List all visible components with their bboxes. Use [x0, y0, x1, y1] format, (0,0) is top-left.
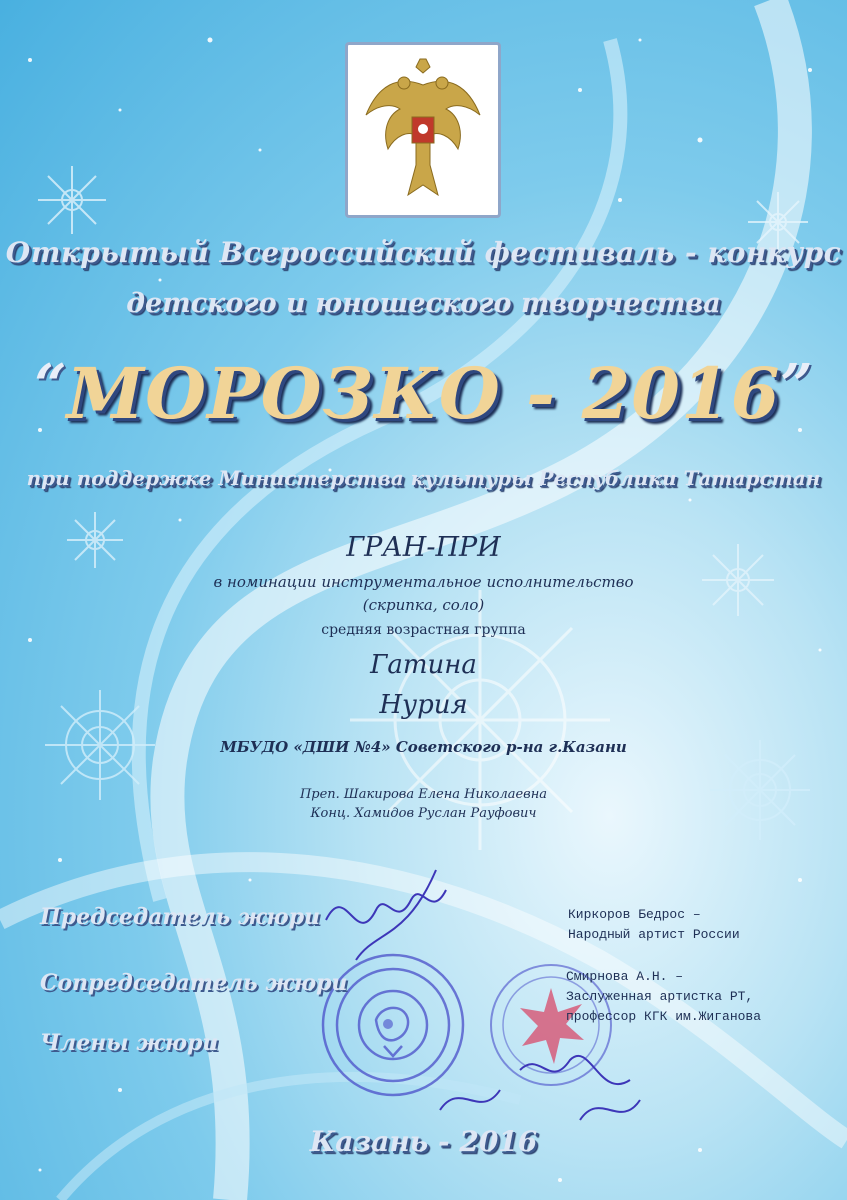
members-signature — [430, 1030, 650, 1140]
jury-cochair-label: Сопредседатель жюри — [40, 970, 348, 996]
chair-name: Киркоров Бедрос – — [568, 907, 701, 922]
support-line: при поддержке Министерства культуры Республики Татарстан — [26, 466, 821, 490]
double-headed-eagle-icon — [348, 45, 498, 215]
jury-chair-label: Председатель жюри — [40, 904, 321, 930]
place-year: Казань - 2016 — [309, 1125, 538, 1158]
jury-members-label: Члены жюри — [40, 1030, 219, 1056]
quote-close: ” — [780, 352, 813, 418]
teacher-name: Преп. Шакирова Елена Николаевна — [299, 787, 548, 802]
recipient-first-name: Нурия — [379, 690, 468, 720]
cochair-extra: профессор КГК им.Жиганова — [566, 1009, 762, 1024]
category-text: (скрипка, соло) — [362, 596, 485, 614]
festival-title-line1: Открытый Всероссийский фестиваль - конкурс — [5, 236, 842, 269]
accompanist-name: Конц. Хамидов Руслан Рауфович — [310, 806, 537, 821]
quote-open: “ — [34, 352, 67, 418]
festival-title-line2: детского и юношеского творчества — [126, 288, 721, 319]
coat-of-arms-emblem — [345, 42, 501, 218]
age-group-text: средняя возрастная группа — [321, 622, 526, 638]
snowflake-icon — [38, 166, 106, 234]
school-name: МБУДО «ДШИ №4» Советского р-на г.Казани — [220, 738, 627, 756]
award-title: ГРАН-ПРИ — [346, 532, 501, 563]
recipient-last-name: Гатина — [370, 650, 477, 680]
event-title — [0, 352, 847, 435]
cochair-title: Заслуженная артистка РТ, — [566, 989, 754, 1004]
chair-title: Народный артист России — [568, 927, 740, 942]
nomination-text: в номинации инструментальное исполнительство — [213, 573, 634, 591]
cochair-name: Смирнова А.Н. – — [566, 969, 684, 984]
chair-signature — [316, 860, 466, 980]
event-name: МОРОЗКО - 2016 — [66, 352, 781, 435]
